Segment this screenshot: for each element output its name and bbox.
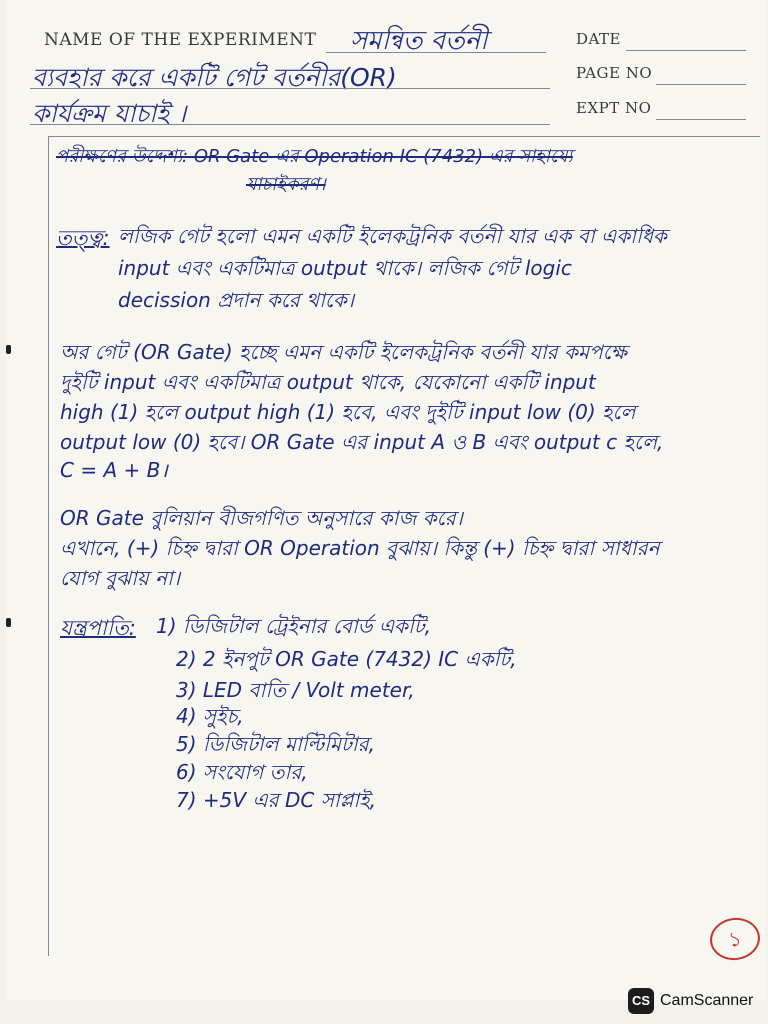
header-rule-3 [30,124,550,125]
expt-no-rule [656,119,746,120]
or-gate-line-3: high (1) হলে output high (1) হবে, এবং দুইটি input low (0) হলে [60,400,636,424]
date-rule [626,50,746,51]
camscanner-logo-icon: CS [628,988,654,1014]
apparatus-label: যন্ত্রপাতি: [60,616,136,640]
camscanner-watermark [628,988,753,1014]
apparatus-item: 5) ডিজিটাল মাল্টিমিটার, [176,732,376,756]
or-gate-line-2: দুইটি input এবং একটিমাত্র output থাকে, যেকোনো একটি input [60,370,596,394]
expt-no-label: EXPT NO [576,99,652,117]
page-number-circle: ১ [707,915,762,964]
camscanner-brand: CamScanner [660,992,754,1009]
frame-left-margin [48,136,49,956]
theory-line-3: decission প্রদান করে থাকে। [118,288,355,312]
header-rule-title [326,52,546,53]
boolean-line-3: যোগ বুঝায় না। [60,566,180,590]
date-label: DATE [576,30,621,48]
title-line-1: সমন্বিত বর্তনী [350,26,488,56]
or-gate-line-4: output low (0) হবে। OR Gate এর input A ও B এবং output c হলে, [60,430,664,454]
or-gate-equation: C = A + B। [60,458,168,482]
apparatus-item: 1) ডিজিটাল ট্রেইনার বোর্ড একটি, [156,614,432,638]
boolean-line-2: এখানে, (+) চিহ্ন দ্বারা OR Operation বুঝায়। কিন্তু (+) চিহ্ন দ্বারা সাধারন [60,536,660,560]
objective-line-1: পরীক্ষণের উদ্দেশ্য: OR Gate এর Operation IC (7432) এর সাহায্যে [56,146,573,167]
theory-line-2: input এবং একটিমাত্র output থাকে। লজিক গেট logic [118,256,572,280]
apparatus-item: 2) 2 ইনপুট OR Gate (7432) IC একটি, [176,647,517,671]
title-line-2: ব্যবহার করে একটি গেট বর্তনীর(OR) [32,63,397,92]
binder-hole-mark [6,345,11,354]
or-gate-line-1: অর গেট (OR Gate) হচ্ছে এমন একটি ইলেকট্রনিক বর্তনী যার কমপক্ষে [60,340,627,364]
binder-hole-mark [6,618,11,627]
theory-label: তত্ত্ব: [56,226,110,250]
page-no-label: PAGE NO [576,64,653,82]
objective-line-2: যাচাইকরণ। [246,174,326,195]
frame-top-rule [48,136,760,137]
apparatus-item: 6) সংযোগ তার, [176,760,308,784]
page-no-rule [656,84,746,85]
apparatus-item: 4) সুইচ, [176,704,244,728]
name-of-experiment-label: NAME OF THE EXPERIMENT [44,30,317,50]
apparatus-item: 7) +5V এর DC সাপ্লাই, [176,788,376,812]
boolean-line-1: OR Gate বুলিয়ান বীজগণিত অনুসারে কাজ করে। [60,506,463,530]
theory-line-1: লজিক গেট হলো এমন একটি ইলেকট্রনিক বর্তনী যার এক বা একাধিক [118,224,667,248]
apparatus-item: 3) LED বাতি / Volt meter, [176,678,415,702]
header-rule-2 [30,88,550,89]
notebook-page [6,0,766,1000]
title-line-3: কার্যক্রম যাচাই । [32,99,187,128]
